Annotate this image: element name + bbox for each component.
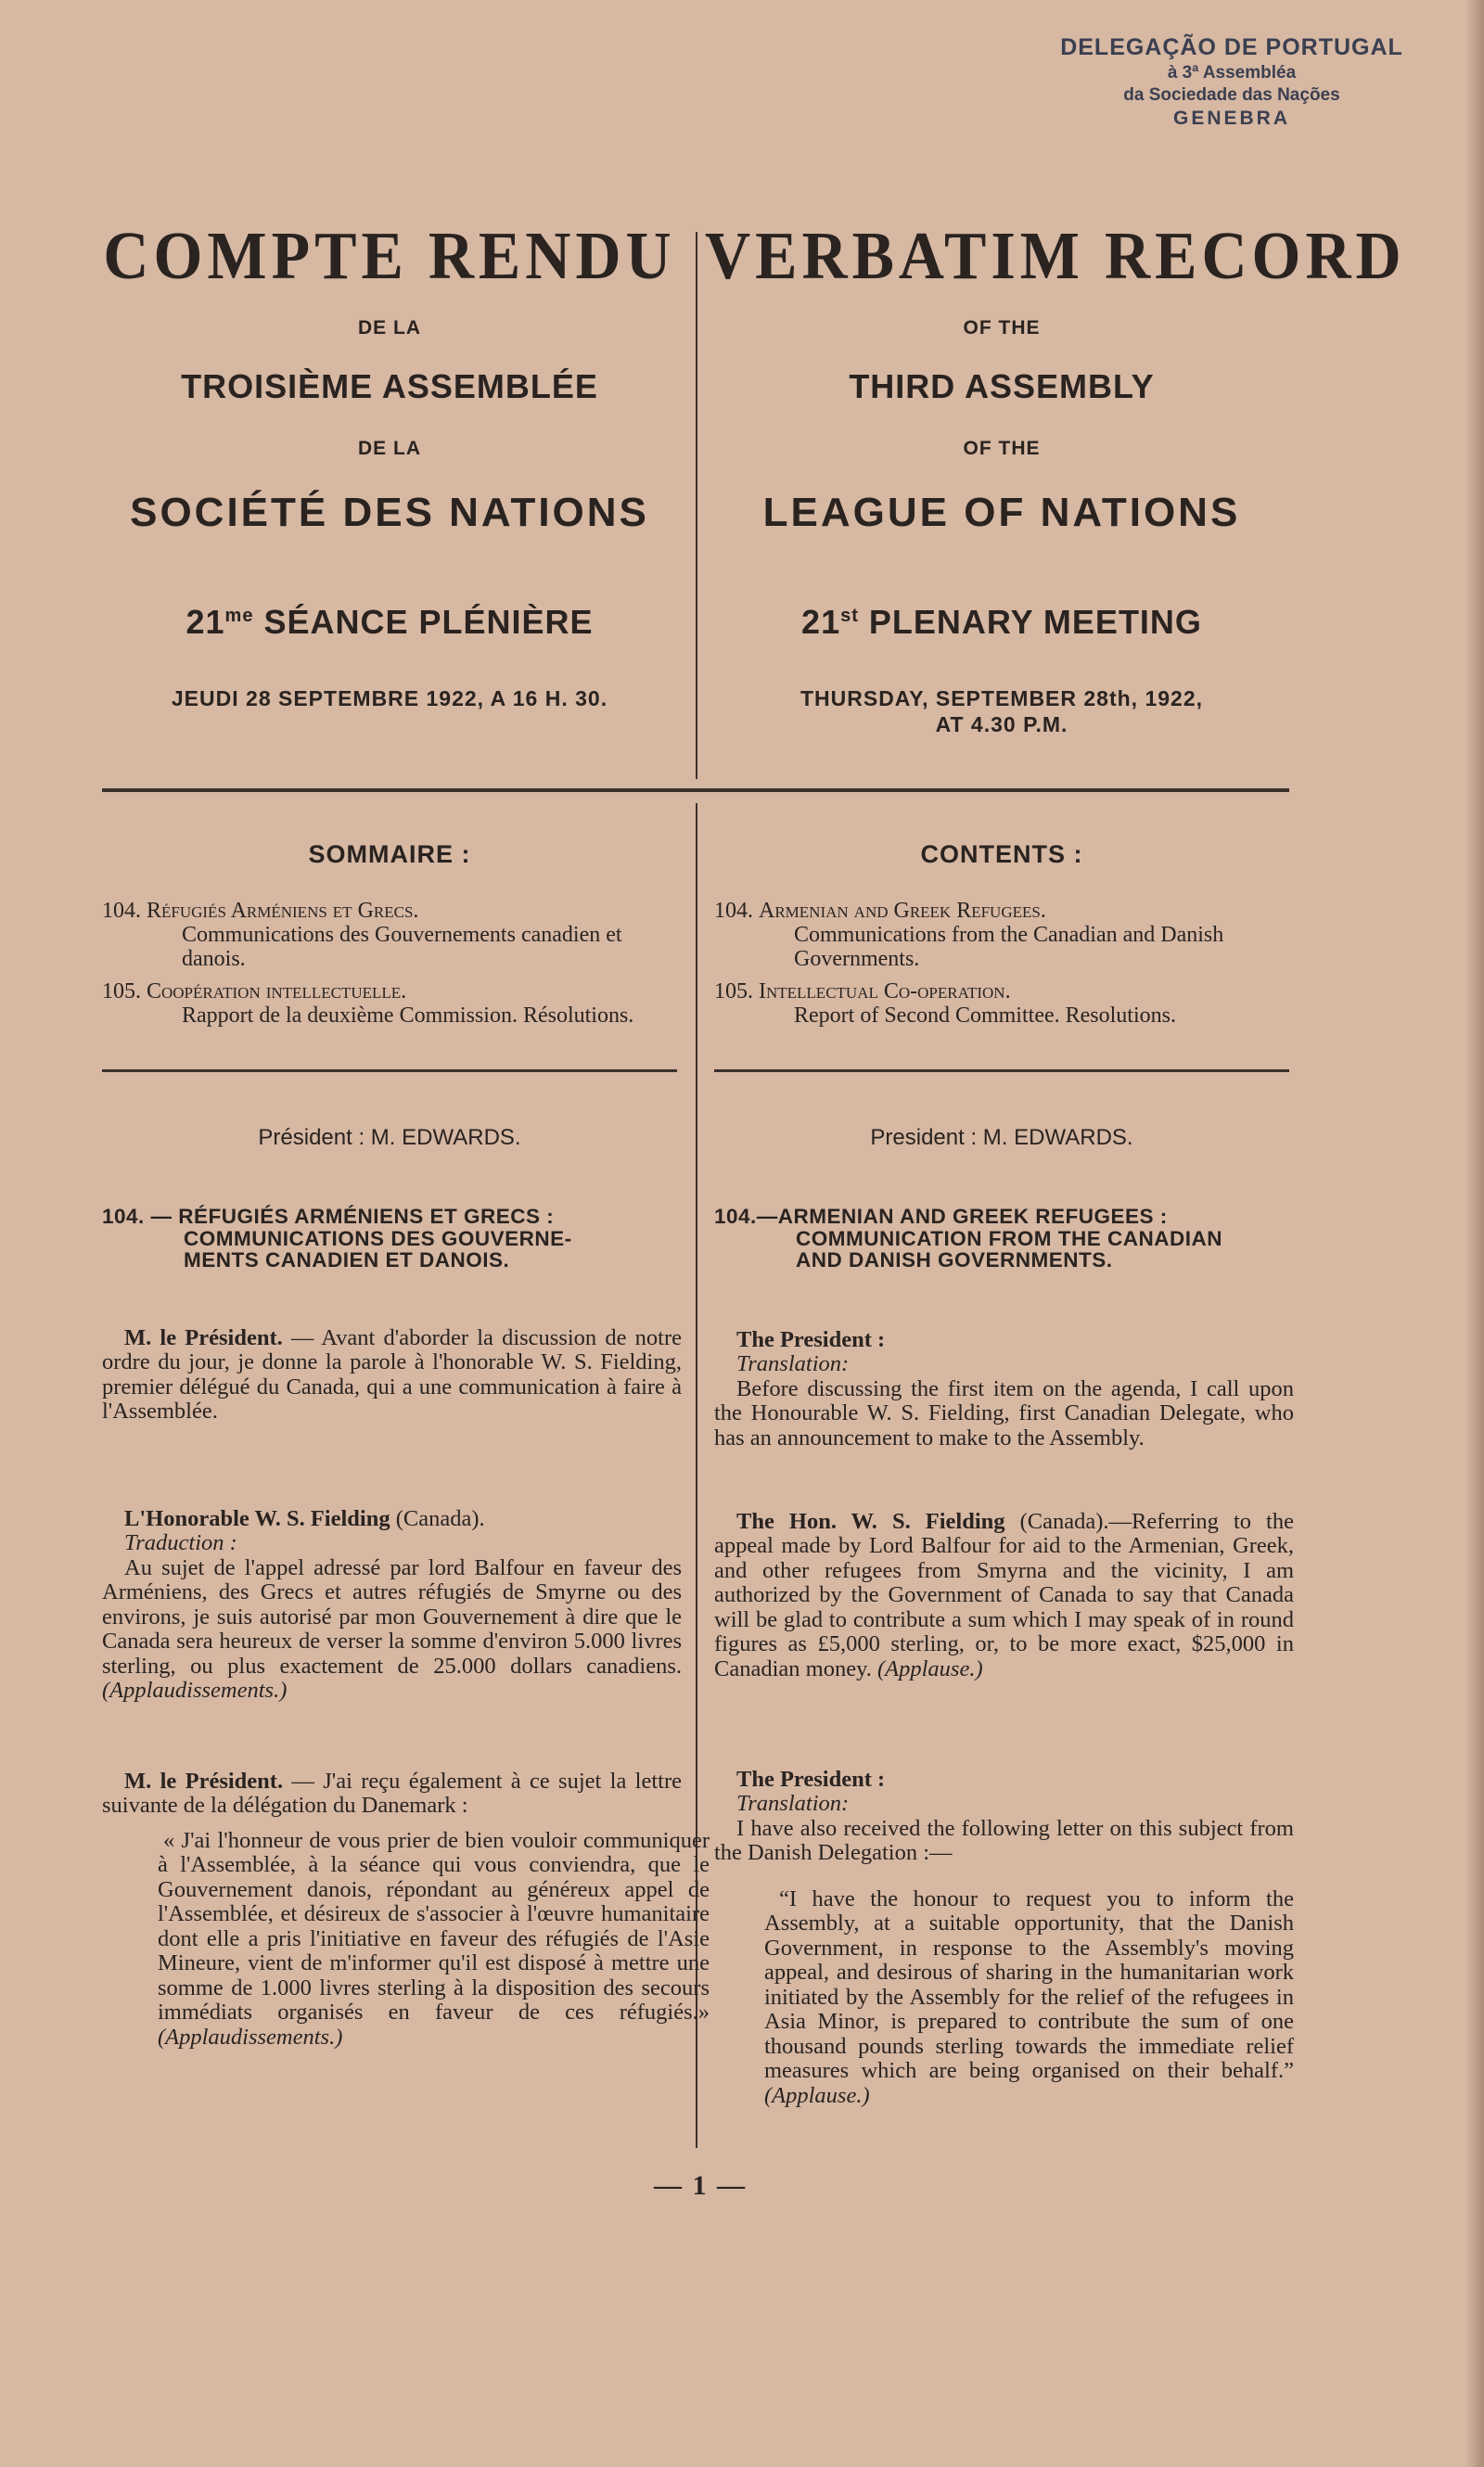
translation-label: Translation: (736, 1351, 850, 1377)
applause: (Applause.) (764, 2082, 870, 2108)
entry-title: Armenian and Greek Refugees. (759, 899, 1046, 923)
meeting-suffix: st (840, 606, 859, 626)
meeting-text: SÉANCE PLÉNIÈRE (253, 603, 594, 641)
stamp-line: da Sociedade das Nações (1123, 85, 1340, 105)
paragraph-text: (Canada).—Referring to the appeal made by Lord Balfour for aid to the Armenian, Greek, and other refugees from Smyrna and the vicinity, I am authorized by the Government of Canada to say that Canada will be glad to contribute a sum which I may speak of in round figures as £5,000 sterling, or, to be more exact, $25,000 in Canadian money. (714, 1509, 1294, 1681)
contents-entry-105 (714, 980, 1289, 1029)
meeting-suffix: me (224, 606, 254, 626)
item-104-heading-en (714, 1206, 1298, 1272)
speaker-name: The President : (736, 1327, 886, 1352)
french-de-la-2: DE LA (358, 438, 421, 459)
entry-title: Intellectual Co-operation. (759, 979, 1011, 1003)
english-date-line: AT 4.30 P.M. (935, 711, 1068, 736)
english-date (705, 686, 1298, 737)
translation-label: Translation: (736, 1791, 850, 1817)
president-fr: Président : M. EDWARDS. (258, 1125, 521, 1150)
heading-line: AND DANISH GOVERNMENTS. (796, 1248, 1113, 1272)
page-number: — 1 — (654, 2170, 747, 2201)
contents-entry-104 (714, 900, 1289, 972)
english-masthead (705, 216, 1406, 293)
contents-heading: CONTENTS : (920, 840, 1083, 868)
applause: (Applaudissements.) (158, 2024, 343, 2050)
paragraph-text: Before discussing the first item on the agenda, I call upon the Honourable W. S. Fielding, first Canadian Delegate, who has an announcement to make to the Assembly. (714, 1375, 1294, 1451)
french-date: JEUDI 28 SEPTEMBRE 1922, A 16 H. 30. (171, 686, 608, 710)
fr-paragraph-3 (102, 1770, 682, 1819)
speaker-name: The Hon. W. S. Fielding (736, 1509, 1005, 1534)
french-org-name: SOCIÉTÉ DES NATIONS (130, 490, 649, 535)
entry-number: 105. (102, 979, 141, 1003)
stamp-line: à 3ª Assembléa (1167, 63, 1297, 83)
paragraph-text: Au sujet de l'appel adressé par lord Balfour en faveur des Arméniens, des Grecs et autres réfugiés de Smyrne ou des environs, je suis autorisé par mon Gouvernement à dire que le Canada sera heureux de verser la somme d'environ 5.000 livres sterling, ou plus exactement de 25.000 dollars canadiens. (102, 1554, 682, 1679)
entry-number: 105. (714, 979, 753, 1003)
english-title: VERBATIM RECORD (705, 216, 1406, 293)
english-date-line: THURSDAY, SEPTEMBER 28th, 1922, (800, 686, 1204, 710)
en-paragraph-2 (714, 1510, 1294, 1681)
fr-paragraph-2 (102, 1507, 682, 1704)
meeting-text: PLENARY MEETING (858, 603, 1202, 641)
french-title: COMPTE RENDU (103, 216, 676, 293)
sommaire-entry-105 (102, 980, 677, 1029)
president-en: President : M. EDWARDS. (870, 1125, 1133, 1150)
summary-rule-left (102, 1069, 677, 1072)
heading-line: 104.—ARMENIAN AND GREEK REFUGEES : (714, 1205, 1168, 1228)
english-of-the-2: OF THE (963, 438, 1041, 459)
entry-description: Rapport de la deuxième Commission. Résolutions. (182, 1003, 634, 1028)
meeting-number: 21 (801, 603, 841, 641)
quote-text: “I have the honour to request you to inform the Assembly, at a suitable opportunity, that the Danish Government, in response to the Assembly's moving appeal, and desirous of sharing in the humanitarian work initiated by the Assembly for the relief of the refugees in Asia Minor, is prepared to contribute the sum of one thousand pounds sterling towards the immediate relief measures which are being organised on their behalf.” (764, 1886, 1294, 2084)
en-paragraph-3 (714, 1768, 1294, 1866)
stamp-line: GENEBRA (1172, 107, 1290, 129)
english-org-name: LEAGUE OF NATIONS (762, 490, 1241, 535)
paragraph-text: — J'ai reçu également à ce sujet la lettre suivante de la délégation du Danemark : (102, 1769, 682, 1819)
applause: (Applause.) (877, 1655, 983, 1681)
translation-label: Traduction : (124, 1530, 237, 1556)
entry-number: 104. (102, 899, 141, 923)
page-edge-shadow (1465, 0, 1484, 2467)
speaker-name: M. le Président. (124, 1769, 284, 1794)
entry-description: Communications des Gouvernements canadien et danois. (182, 922, 622, 971)
english-of-the: OF THE (963, 317, 1041, 339)
sommaire-heading: SOMMAIRE : (308, 840, 471, 868)
paragraph-text: I have also received the following letter on this subject from the Danish Delegation :— (714, 1815, 1294, 1866)
speaker-name: The President : (736, 1767, 886, 1792)
french-assembly: TROISIÈME ASSEMBLÉE (181, 367, 598, 405)
entry-title: Coopération intellectuelle. (147, 979, 407, 1003)
heading-line: 104. — RÉFUGIÉS ARMÉNIENS ET GRECS : (102, 1205, 555, 1228)
paragraph-text: — Avant d'aborder la discussion de notre ordre du jour, je donne la parole à l'honorable W. S. Fielding, premier délégué du Canada, qui a une communication à faire à l'Assemblée. (102, 1325, 683, 1425)
en-danish-letter (714, 1887, 1294, 2108)
entry-description: Report of Second Committee. Resolutions. (794, 1003, 1176, 1028)
applause: (Applaudissements.) (102, 1678, 288, 1704)
item-104-heading-fr (102, 1206, 686, 1272)
en-paragraph-1 (714, 1328, 1294, 1451)
fr-paragraph-1 (102, 1326, 682, 1425)
english-meeting (705, 603, 1298, 642)
speaker-name: L'Honorable W. S. Fielding (124, 1506, 390, 1531)
stamp-line: DELEGAÇÃO DE PORTUGAL (1060, 34, 1403, 60)
heading-line: COMMUNICATION FROM THE CANADIAN (796, 1226, 1223, 1250)
entry-description: Communications from the Canadian and Danish Governments. (794, 922, 1224, 971)
header-rule (102, 788, 1289, 792)
fr-danish-letter (102, 1829, 710, 2050)
sommaire-entry-104 (102, 900, 677, 972)
heading-line: COMMUNICATIONS DES GOUVERNE- (184, 1226, 572, 1250)
quote-text: « J'ai l'honneur de vous prier de bien vouloir communiquer à l'Assemblée, à la séance qui vous conviendra, que le Gouvernement danois, répondant au généreux appel de l'Assemblée, et désireux de s'associer à l'œuvre humanitaire dont elle a pris l'initiative en faveur des réfugiés de l'Asie Mineure, vient de m'informer qu'il est disposé à mettre une somme de 1.000 livres sterling à la disposition des secours immédiats organisés en faveur de ces réfugiés.» (158, 1828, 710, 2026)
entry-number: 104. (714, 899, 753, 923)
speaker-country: (Canada). (390, 1506, 485, 1531)
heading-line: MENTS CANADIEN ET DANOIS. (184, 1248, 510, 1272)
french-de-la: DE LA (358, 317, 421, 339)
speaker-name: M. le Président. (124, 1325, 283, 1350)
french-masthead (93, 216, 686, 293)
meeting-number: 21 (186, 603, 225, 641)
header-column-divider (696, 232, 697, 779)
french-meeting (93, 603, 686, 642)
entry-title: Réfugiés Arméniens et Grecs. (147, 899, 419, 923)
delegation-stamp (1037, 33, 1426, 131)
english-assembly: THIRD ASSEMBLY (849, 367, 1155, 405)
summary-rule-right (714, 1069, 1289, 1072)
